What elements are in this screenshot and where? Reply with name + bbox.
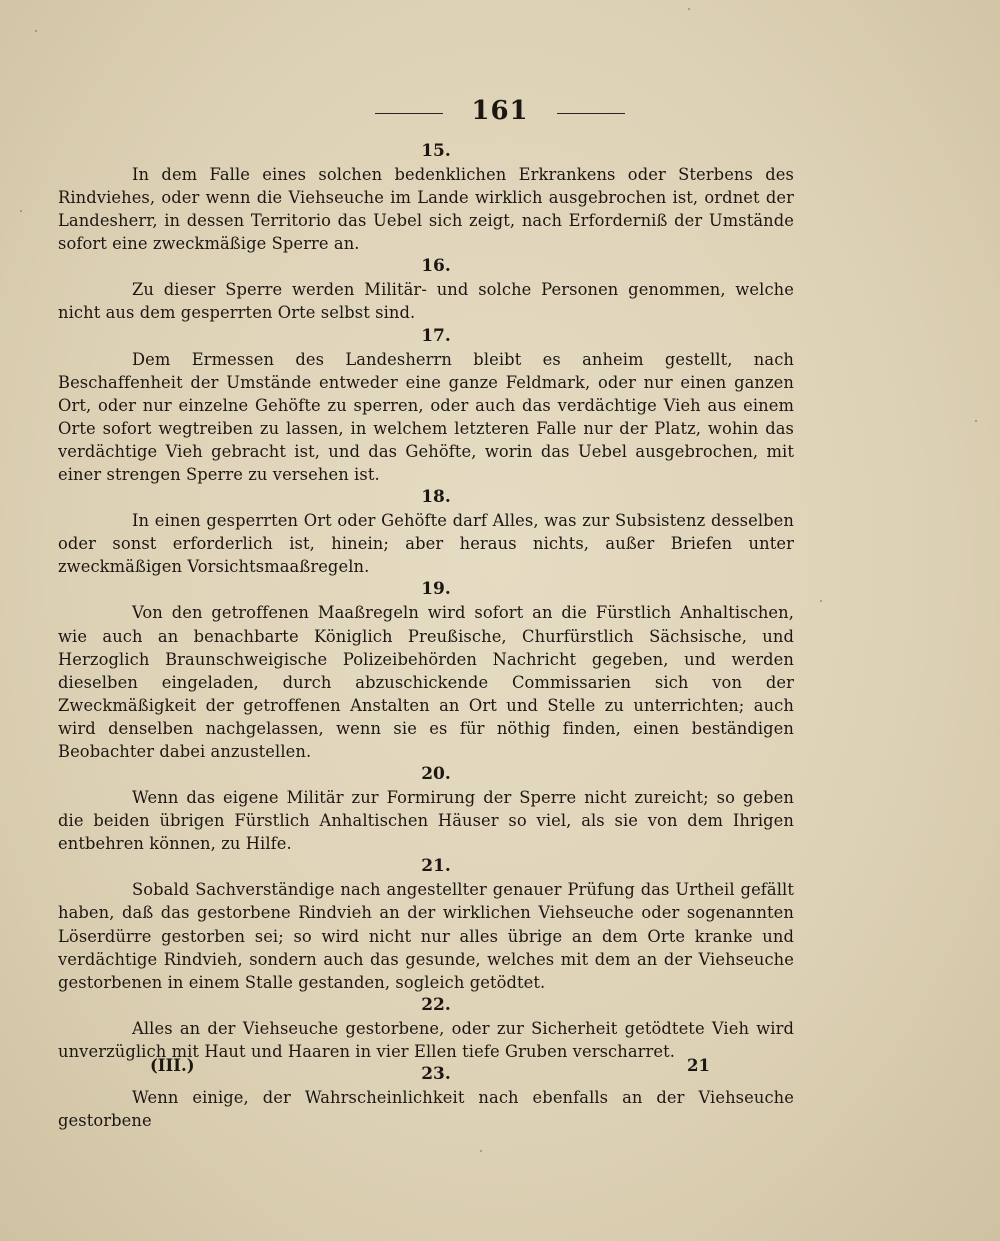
page-body	[58, 140, 794, 1132]
header-rule-left	[375, 113, 443, 114]
section-paragraph: Von den getroffenen Maaßregeln wird sofort an die Fürstlich Anhaltischen, wie auch an benachbarte Königlich Preußische, Churfürstlich Sächsische, und Herzoglich Braunschweigische Polizeibehörden Nachricht gegeben, und werden dieselben eingeladen, durch abzuschickende Commissarien sich von der Zweckmäßigkeit der getroffenen Anstalten an Ort und Stelle zu unterrichten; auch wird denselben nachgelassen, wenn sie es für nöthig finden, einen beständigen Beobachter dabei anzustellen.	[58, 603, 794, 761]
page-footer	[150, 1056, 710, 1075]
section-paragraph: Sobald Sachverständige nach angestellter genauer Prüfung das Urtheil gefällt haben, daß das gestorbene Rindvieh an der wirklichen Viehseuche oder sogenannten Löserdürre gestorben sei; so wird nicht nur alles übrige an dem Orte kranke und verdächtige Rindvieh, sondern auch das gesunde, welches mit dem an der Viehseuche gestorbenen in einem Stalle gestanden, sogleich getödtet.	[58, 880, 794, 992]
paper-speck	[820, 600, 822, 602]
section-paragraph: Zu dieser Sperre werden Militär- und solche Personen genommen, welche nicht aus dem gesperrten Orte selbst sind.	[58, 280, 794, 323]
paper-speck	[20, 210, 22, 212]
section-number: 20.	[421, 764, 451, 785]
section-number: 18.	[421, 487, 451, 508]
section-paragraph: Alles an der Viehseuche gestorbene, oder zur Sicherheit getödtete Vieh wird unverzüglich mit Haut und Haaren in vier Ellen tiefe Gruben verscharret.	[58, 1018, 794, 1061]
header-rule-right	[557, 113, 625, 114]
section-paragraph: In einen gesperrten Ort oder Gehöfte darf Alles, was zur Subsistenz desselben oder sonst erforderlich ist, hinein; aber heraus nichts, außer Briefen unter zweckmäßigen Vorsichtsmaaßregeln.	[58, 511, 794, 577]
sheet-signature: 21	[687, 1056, 710, 1075]
section-number: 23.	[421, 1064, 451, 1084]
section-paragraph: In dem Falle eines solchen bedenklichen Erkrankens oder Sterbens des Rindviehes, oder wenn die Viehseuche im Lande wirklich ausgebrochen ist, ordnet der Landesherr, in dessen Territorio das Uebel sich zeigt, nach Erforderniß der Umstände sofort eine zweckmäßige Sperre an.	[58, 165, 794, 254]
section-number: 19.	[421, 579, 451, 600]
signature-mark: (III.)	[150, 1056, 195, 1075]
section-number: 22.	[421, 994, 451, 1015]
section-number: 15.	[421, 141, 451, 161]
section-number: 17.	[421, 325, 451, 346]
paper-speck	[480, 1150, 482, 1152]
section-paragraph: Dem Ermessen des Landesherrn bleibt es anheim gestellt, nach Beschaffenheit der Umstände entweder eine ganze Feldmark, oder nur einen ganzen Ort, oder nur einzelne Gehöfte zu sperren, oder auch das verdächtige Vieh aus einem Orte sofort wegtreiben zu lassen, in welchem letzteren Falle nur der Platz, wohin das verdächtige Vieh gebracht ist, und das Gehöfte, worin das Uebel ausgebrochen, mit einer strengen Sperre zu versehen ist.	[58, 349, 794, 485]
section-paragraph: Wenn einige, der Wahrscheinlichkeit nach ebenfalls an der Viehseuche gestorbene	[58, 1088, 794, 1131]
section-paragraph: Wenn das eigene Militär zur Formirung der Sperre nicht zureicht; so geben die beiden übrigen Fürstlich Anhaltischen Häuser so viel, als sie von dem Ihrigen entbehren können, zu Hilfe.	[58, 788, 794, 854]
page-number: 161	[471, 96, 529, 126]
paper-speck	[35, 30, 37, 32]
paper-speck	[975, 420, 977, 422]
paper-speck	[688, 8, 690, 10]
section-number: 21.	[421, 856, 451, 877]
page-header	[0, 96, 1000, 126]
section-number: 16.	[421, 256, 451, 277]
